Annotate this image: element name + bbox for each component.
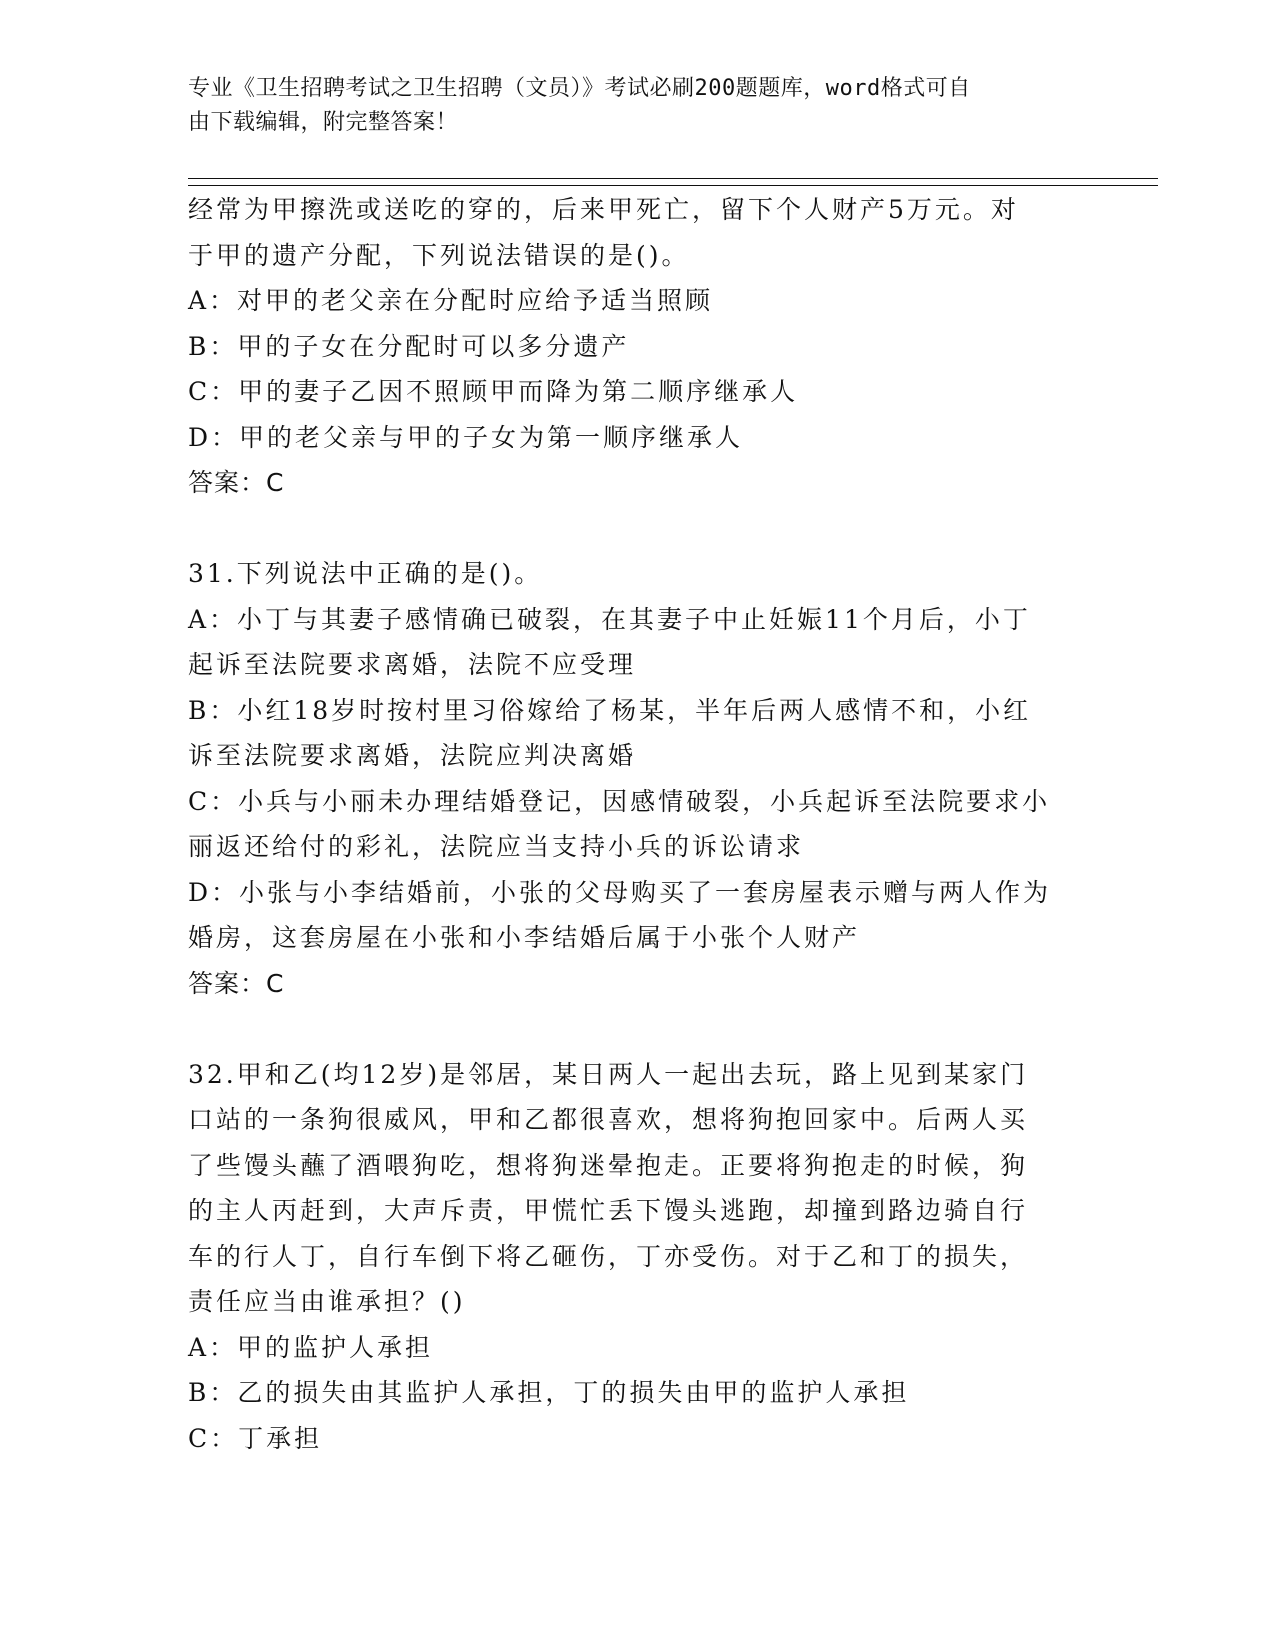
document-body: [188, 187, 1078, 1461]
answer-line: 答案：C: [188, 468, 285, 497]
question-stem: 32.甲和乙(均12岁)是邻居，某日两人一起出去玩，路上见到某家门: [188, 1059, 1029, 1089]
answer-line: 答案：C: [188, 968, 285, 998]
question-spacer: [188, 506, 1078, 552]
option-d-continued: 婚房，这套房屋在小张和小李结婚后属于小张个人财产: [188, 923, 861, 952]
option-c: C：小兵与小丽未办理结婚登记，因感情破裂，小兵起诉至法院要求小: [188, 786, 1051, 816]
question-stem: 31.下列说法中正确的是()。: [188, 559, 543, 588]
question-stem: 的主人丙赶到，大声斥责，甲慌忙丢下馒头逃跑，却撞到路边骑自行: [188, 1196, 1029, 1225]
option-a-continued: 起诉至法院要求离婚，法院不应受理: [188, 650, 637, 679]
header-divider-top: [188, 178, 1158, 179]
option-c: C：甲的妻子乙因不照顾甲而降为第二顺序继承人: [188, 377, 799, 406]
question-30: [188, 187, 1078, 506]
question-stem: 车的行人丁，自行车倒下将乙砸伤，丁亦受伤。对于乙和丁的损失，: [188, 1241, 1029, 1271]
question-31: [188, 551, 1078, 1006]
option-c: C：丁承担: [188, 1423, 323, 1453]
option-b-continued: 诉至法院要求离婚，法院应判决离婚: [188, 741, 637, 770]
option-d: D：小张与小李结婚前，小张的父母购买了一套房屋表示赠与两人作为: [188, 877, 1052, 907]
document-header: [188, 72, 1068, 140]
question-stem: 于甲的遗产分配，下列说法错误的是()。: [188, 240, 690, 270]
option-b: B：小红18岁时按村里习俗嫁给了杨某，半年后两人感情不和，小红: [188, 695, 1032, 725]
question-stem: 经常为甲擦洗或送吃的穿的，后来甲死亡，留下个人财产5万元。对: [188, 195, 1019, 224]
option-a: A：甲的监护人承担: [188, 1332, 434, 1362]
option-d: D：甲的老父亲与甲的子女为第一顺序继承人: [188, 422, 744, 452]
option-c-continued: 丽返还给付的彩礼，法院应当支持小兵的诉讼请求: [188, 832, 805, 861]
header-line-1: 专业《卫生招聘考试之卫生招聘（文员）》考试必刷200题题库，word格式可自: [188, 76, 971, 101]
header-line-2: 由下载编辑，附完整答案！: [188, 110, 459, 135]
option-a: A：小丁与其妻子感情确已破裂，在其妻子中止妊娠11个月后，小丁: [188, 604, 1031, 634]
option-b: B：甲的子女在分配时可以多分遗产: [188, 331, 630, 361]
option-b: B：乙的损失由其监护人承担，丁的损失由甲的监护人承担: [188, 1378, 910, 1407]
question-spacer: [188, 1006, 1078, 1052]
question-32: [188, 1052, 1078, 1462]
question-stem: 口站的一条狗很威风，甲和乙都很喜欢，想将狗抱回家中。后两人买: [188, 1105, 1029, 1134]
question-stem: 责任应当由谁承担？(): [188, 1287, 466, 1316]
option-a: A：对甲的老父亲在分配时应给予适当照顾: [188, 286, 714, 315]
question-stem: 了些馒头蘸了酒喂狗吃，想将狗迷晕抱走。正要将狗抱走的时候，狗: [188, 1150, 1029, 1180]
header-divider-bottom: [188, 185, 1158, 186]
